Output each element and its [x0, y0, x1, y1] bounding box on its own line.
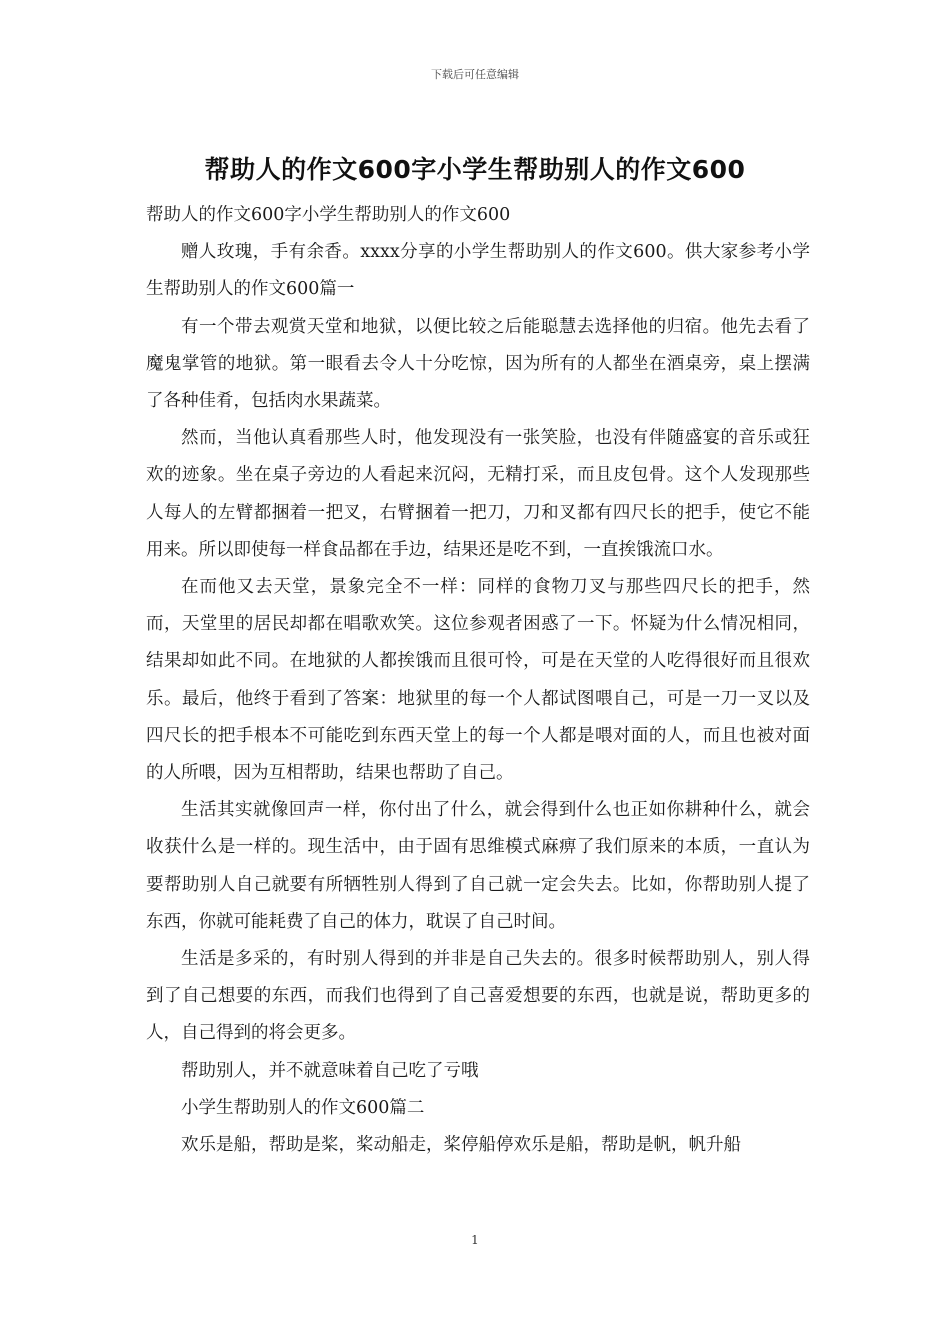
page-number: 1: [471, 1233, 479, 1247]
paragraph: 然而，当他认真看那些人时，他发现没有一张笑脸，也没有伴随盛宴的音乐或狂欢的迹象。坐在桌子旁边的人看起来沉闷，无精打采，而且皮包骨。这个人发现那些人每人的左臂都捆着一把叉，右臂捆着一把刀，刀和叉都有四尺长的把手，使它不能用来。所以即使每一样食品都在手边，结果还是吃不到，一直挨饿流口水。: [146, 428, 810, 560]
paragraph: 赠人玫瑰，手有余香。xxxx分享的小学生帮助别人的作文600。供大家参考小学生帮助别人的作文600篇一: [146, 242, 810, 300]
paragraph: 欢乐是船，帮助是桨，桨动船走，桨停船停欢乐是船，帮助是帆，帆升船: [181, 1135, 741, 1156]
header-note: 下载后可任意编辑: [431, 68, 519, 81]
document-title: 帮助人的作文600字小学生帮助别人的作文600: [204, 155, 746, 184]
paragraph: 在而他又去天堂，景象完全不一样：同样的食物刀叉与那些四尺长的把手，然而，天堂里的居民却都在唱歌欢笑。这位参观者困惑了一下。怀疑为什么情况相同，结果却如此不同。在地狱的人都挨饿而且很可怜，可是在天堂的人吃得很好而且很欢乐。最后，他终于看到了答案：地狱里的每一个人都试图喂自己，可是一刀一叉以及四尺长的把手根本不可能吃到东西天堂上的每一个人都是喂对面的人，而且也被对面的人所喂，因为互相帮助，结果也帮助了自己。: [146, 577, 810, 784]
document-body: [146, 197, 810, 1164]
paragraph: 小学生帮助别人的作文600篇二: [181, 1097, 425, 1118]
paragraph: 帮助别人，并不就意味着自己吃了亏哦: [181, 1060, 479, 1081]
paragraph: 帮助人的作文600字小学生帮助别人的作文600: [146, 205, 511, 225]
paragraph: 有一个带去观赏天堂和地狱，以便比较之后能聪慧去选择他的归宿。他先去看了魔鬼掌管的地狱。第一眼看去令人十分吃惊，因为所有的人都坐在酒桌旁，桌上摆满了各种佳肴，包括肉水果蔬菜。: [146, 316, 810, 412]
paragraph: 生活其实就像回声一样，你付出了什么，就会得到什么也正如你耕种什么，就会收获什么是一样的。现生活中，由于固有思维模式麻痹了我们原来的本质，一直认为要帮助别人自己就要有所牺牲别人得到了自己就一定会失去。比如，你帮助别人提了东西，你就可能耗费了自己的体力，耽误了自己时间。: [146, 800, 810, 932]
paragraph: 生活是多采的，有时别人得到的并非是自己失去的。很多时候帮助别人，别人得到了自己想要的东西，而我们也得到了自己喜爱想要的东西，也就是说，帮助更多的人，自己得到的将会更多。: [146, 949, 810, 1044]
